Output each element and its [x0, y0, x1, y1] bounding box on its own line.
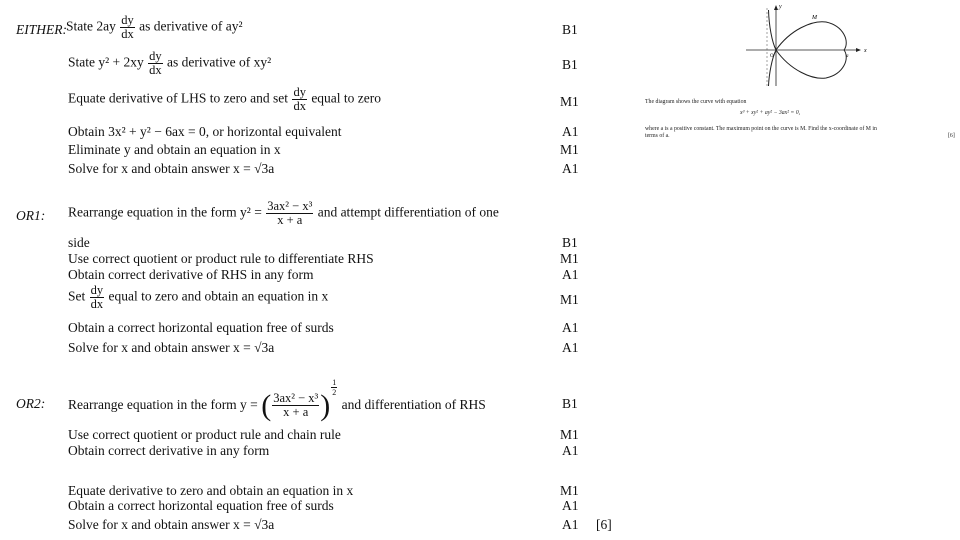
either-row-1: State 2ay $\frac{dy}{dx}$ as derivative of ay²	[66, 13, 243, 41]
mark: A1	[562, 267, 579, 282]
mark: A1	[562, 124, 579, 139]
rhs-fraction: $\frac{\text{3ax² − x³}}{x + a}$	[267, 199, 313, 227]
or1-label: OR1:	[16, 208, 46, 223]
mark: M1	[560, 251, 579, 266]
curve-diagram	[740, 2, 870, 88]
or2-row-6: Solve for x and obtain answer x = √3a	[68, 517, 275, 532]
or2-row-4: Equate derivative to zero and obtain an equation in x	[68, 483, 354, 498]
mark: A1	[562, 320, 579, 335]
or2-row-3: Obtain correct derivative in any form	[68, 443, 270, 458]
question-line-1: The diagram shows the curve with equation	[645, 99, 747, 105]
intercept-label: a	[846, 54, 849, 59]
point-m-label: M	[812, 15, 817, 21]
either-row-3: Equate derivative of LHS to zero and set $\frac{dy}{dx}$ equal to zero	[68, 85, 382, 113]
or1-row-2: side	[68, 235, 90, 250]
question-equation: x³ + xy² + ay² − 3ax² = 0,	[740, 110, 801, 116]
dy-dx-fraction: $\frac{dy}{dx}$	[90, 283, 104, 311]
curve-branch-upper	[769, 10, 777, 50]
question-line-3: terms of a.	[645, 133, 670, 139]
or2-row-2: Use correct quotient or product rule and chain rule	[68, 427, 341, 442]
or1-row-5: Set $\frac{dy}{dx}$ equal to zero and obtain an equation in x	[68, 283, 329, 311]
mark: M1	[560, 94, 579, 109]
mark: M1	[560, 292, 579, 307]
mark: B1	[562, 22, 578, 37]
either-row-4: Obtain 3x² + y² − 6ax = 0, or horizontal equivalent	[68, 124, 342, 139]
either-label: EITHER:	[16, 22, 67, 37]
or1-row-3: Use correct quotient or product rule to differentiate RHS	[68, 251, 374, 266]
dy-dx-fraction: $\frac{dy}{dx}$	[293, 85, 306, 113]
dy-dx-fraction: $\frac{dy}{dx}$	[121, 13, 134, 41]
half-exponent: $\frac{1}{2}$	[332, 378, 337, 397]
mark: A1	[562, 443, 579, 458]
or1-row-7: Solve for x and obtain answer x = √3a	[68, 340, 275, 355]
mark: A1	[562, 498, 579, 513]
y-axis-arrow	[774, 5, 778, 10]
mark: A1	[562, 517, 579, 532]
mark: B1	[562, 57, 578, 72]
or1-row-6: Obtain a correct horizontal equation free of surds	[68, 320, 334, 335]
mark: M1	[560, 427, 579, 442]
mark: B1	[562, 235, 578, 250]
either-row-6: Solve for x and obtain answer x = √3a	[68, 161, 275, 176]
total-marks: [6]	[596, 517, 612, 532]
origin-label: O	[770, 54, 774, 59]
or2-label: OR2:	[16, 396, 46, 411]
mark: M1	[560, 483, 579, 498]
or1-row-1: Rearrange equation in the form y² = $\frac{\text{3ax² − x³}}{x + a}$ and attempt differentiation of one	[68, 199, 499, 227]
y-axis-label: y	[779, 4, 782, 10]
mark: A1	[562, 161, 579, 176]
question-line-2: where a is a positive constant. The maximum point on the curve is M. Find the x-coordinate of M in	[645, 126, 877, 132]
mark: B1	[562, 396, 578, 411]
dy-dx-fraction: $\frac{dy}{dx}$	[149, 49, 162, 77]
mark: M1	[560, 142, 579, 157]
either-row-2: State y² + 2xy $\frac{dy}{dx}$ as derivative of xy²	[68, 49, 272, 77]
x-axis-label: x	[864, 48, 867, 54]
x-axis-arrow	[856, 48, 861, 52]
question-marks: [6]	[948, 133, 955, 139]
mark: A1	[562, 340, 579, 355]
or2-row-1: Rearrange equation in the form y = ( $\frac{\text{3ax² − x³}}{x + a}$ ) $\frac{1}{2}$ and differentiation of RHS	[68, 378, 486, 422]
either-row-5: Eliminate y and obtain an equation in x	[68, 142, 281, 157]
or2-row-5: Obtain a correct horizontal equation free of surds	[68, 498, 334, 513]
or1-row-4: Obtain correct derivative of RHS in any form	[68, 267, 314, 282]
rhs-fraction: $\frac{\text{3ax² − x³}}{x + a}$	[273, 391, 319, 420]
